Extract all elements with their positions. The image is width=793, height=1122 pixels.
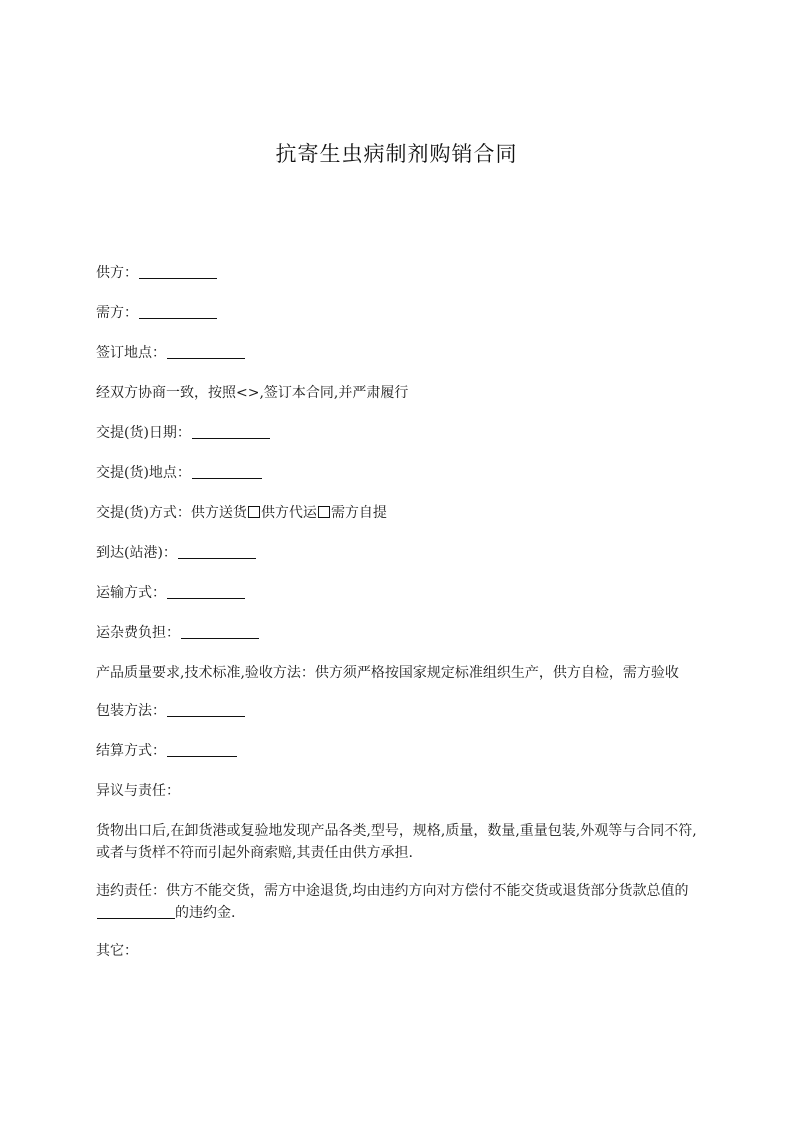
breach-text: 违约责任：供方不能交货，需方中途退货,均由违约方向对方偿付不能交货或退货部分货款总值的	[96, 883, 689, 899]
document-title: 抗寄生虫病制剂购销合同	[275, 142, 518, 166]
delivery-method-line	[96, 502, 701, 524]
delivery-date-label: 交提(货)日期：	[96, 425, 191, 441]
breach-text-end: 的违约金.	[175, 905, 236, 921]
packing-line	[96, 700, 701, 722]
supplier-line	[96, 262, 701, 284]
dispute-heading: 异议与责任：	[96, 783, 180, 799]
transport-line	[96, 582, 701, 604]
buyer-blank[interactable]	[139, 302, 217, 319]
freight-label: 运杂费负担：	[96, 625, 180, 641]
supplier-transport-checkbox[interactable]	[318, 506, 330, 518]
sign-place-blank[interactable]	[167, 342, 245, 359]
delivery-date-line	[96, 422, 701, 444]
packing-blank[interactable]	[167, 700, 245, 717]
settlement-line	[96, 740, 701, 762]
agreement-line: 经双方协商一致，按照<>,签订本合同,并严肃履行	[96, 385, 409, 401]
delivery-method-label: 交提(货)方式：供方送货	[96, 505, 247, 521]
delivery-option-3: 需方自提	[330, 505, 387, 521]
arrival-blank[interactable]	[178, 542, 256, 559]
freight-line	[96, 622, 701, 644]
buyer-label: 需方：	[96, 305, 138, 321]
delivery-place-line	[96, 462, 701, 484]
arrival-label: 到达(站港)：	[96, 545, 177, 561]
supplier-label: 供方：	[96, 265, 138, 281]
sign-place-label: 签订地点：	[96, 345, 166, 361]
sign-place-line	[96, 342, 701, 364]
transport-label: 运输方式：	[96, 585, 166, 601]
breach-paragraph	[96, 880, 701, 924]
buyer-line	[96, 302, 701, 324]
delivery-place-blank[interactable]	[192, 462, 262, 479]
transport-blank[interactable]	[167, 582, 245, 599]
supplier-delivery-checkbox[interactable]	[248, 506, 260, 518]
quality-paragraph: 产品质量要求,技术标准,验收方法：供方须严格按国家规定标准组织生产，供方自检，需方验收	[96, 665, 679, 681]
breach-rate-blank[interactable]	[97, 902, 175, 919]
other-heading: 其它：	[96, 943, 138, 959]
delivery-date-blank[interactable]	[192, 422, 270, 439]
arrival-line	[96, 542, 701, 564]
dispute-paragraph: 货物出口后,在卸货港或复验地发现产品各类,型号，规格,质量，数量,重量包装,外观等与合同不符,或者与货样不符而引起外商索赔,其责任由供方承担.	[96, 823, 697, 861]
contract-body	[96, 262, 701, 980]
settlement-label: 结算方式：	[96, 743, 166, 759]
supplier-blank[interactable]	[139, 262, 217, 279]
packing-label: 包装方法：	[96, 703, 166, 719]
delivery-place-label: 交提(货)地点：	[96, 465, 191, 481]
freight-blank[interactable]	[181, 622, 259, 639]
delivery-option-2: 供方代运	[260, 505, 317, 521]
settlement-blank[interactable]	[167, 740, 237, 757]
